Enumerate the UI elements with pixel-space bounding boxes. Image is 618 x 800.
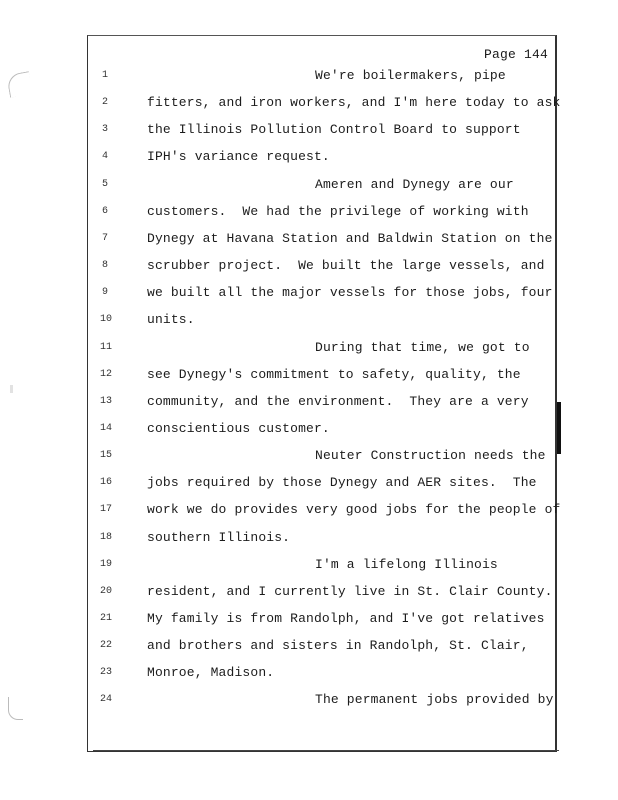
transcript-line: customers. We had the privilege of working with [147,203,529,219]
transcript-line: I'm a lifelong Illinois [315,556,498,572]
line-number: 12 [100,368,113,380]
transcript-line: jobs required by those Dynegy and AER sites. The [147,475,537,491]
line-number: 2 [102,97,109,109]
line-number: 6 [102,205,109,217]
line-number: 7 [102,232,109,244]
line-number: 17 [100,504,113,516]
transcript-line: The permanent jobs provided by [315,692,554,708]
transcript-line: southern Illinois. [147,529,291,545]
scan-mark-top [6,71,33,98]
line-number: 4 [102,151,109,163]
transcript-line: Ameren and Dynegy are our [315,176,514,192]
line-number: 14 [100,422,113,434]
transcript-line: we built all the major vessels for those jobs, four [147,285,553,301]
transcript-line: IPH's variance request. [147,149,330,165]
line-number: 11 [100,341,113,353]
line-number: 19 [100,558,113,570]
line-number: 21 [100,613,113,624]
transcript-line: scrubber project. We built the large vessels, and [147,258,545,274]
line-number: 22 [100,640,113,652]
transcript-line: conscientious customer. [147,420,330,436]
transcript-line: resident, and I currently live in St. Clair County. [147,583,553,599]
transcript-line: My family is from Randolph, and I've got relatives [147,611,545,626]
transcript-line: work we do provides very good jobs for the people of [147,502,561,518]
transcript-line: Neuter Construction needs the [315,448,546,464]
transcript-line: fitters, and iron workers, and I'm here today to ask [147,95,561,111]
line-number: 13 [100,395,113,407]
scan-edge-bar [557,402,561,454]
transcript-line: units. [147,312,195,328]
transcript-line: see Dynegy's commitment to safety, quality, the [147,366,521,382]
transcript-line: community, and the environment. They are a very [147,393,529,409]
line-number: 10 [100,314,113,326]
line-number: 16 [100,477,113,489]
line-number: 1 [102,70,109,81]
line-number: 8 [102,260,109,272]
line-number: 5 [102,178,109,190]
scan-mark-middle [10,385,13,393]
line-number: 15 [100,450,113,462]
transcript-line: We're boilermakers, pipe [315,68,506,83]
transcript-line: During that time, we got to [315,339,530,355]
line-number: 23 [100,667,113,679]
transcript-line: Dynegy at Havana Station and Baldwin Station on the [147,230,553,246]
line-number: 9 [102,287,109,299]
scan-mark-bottom [8,697,23,720]
transcript-line: Monroe, Madison. [147,665,275,681]
transcript-line: the Illinois Pollution Control Board to support [147,122,521,138]
transcript-line: and brothers and sisters in Randolph, St. Clair, [147,638,529,654]
line-number: 18 [100,531,113,543]
line-number: 3 [102,124,109,136]
page-border-bottom-rule [93,750,559,751]
page-number: Page 144 [483,47,548,62]
line-number: 24 [100,694,113,706]
line-number: 20 [100,585,113,597]
